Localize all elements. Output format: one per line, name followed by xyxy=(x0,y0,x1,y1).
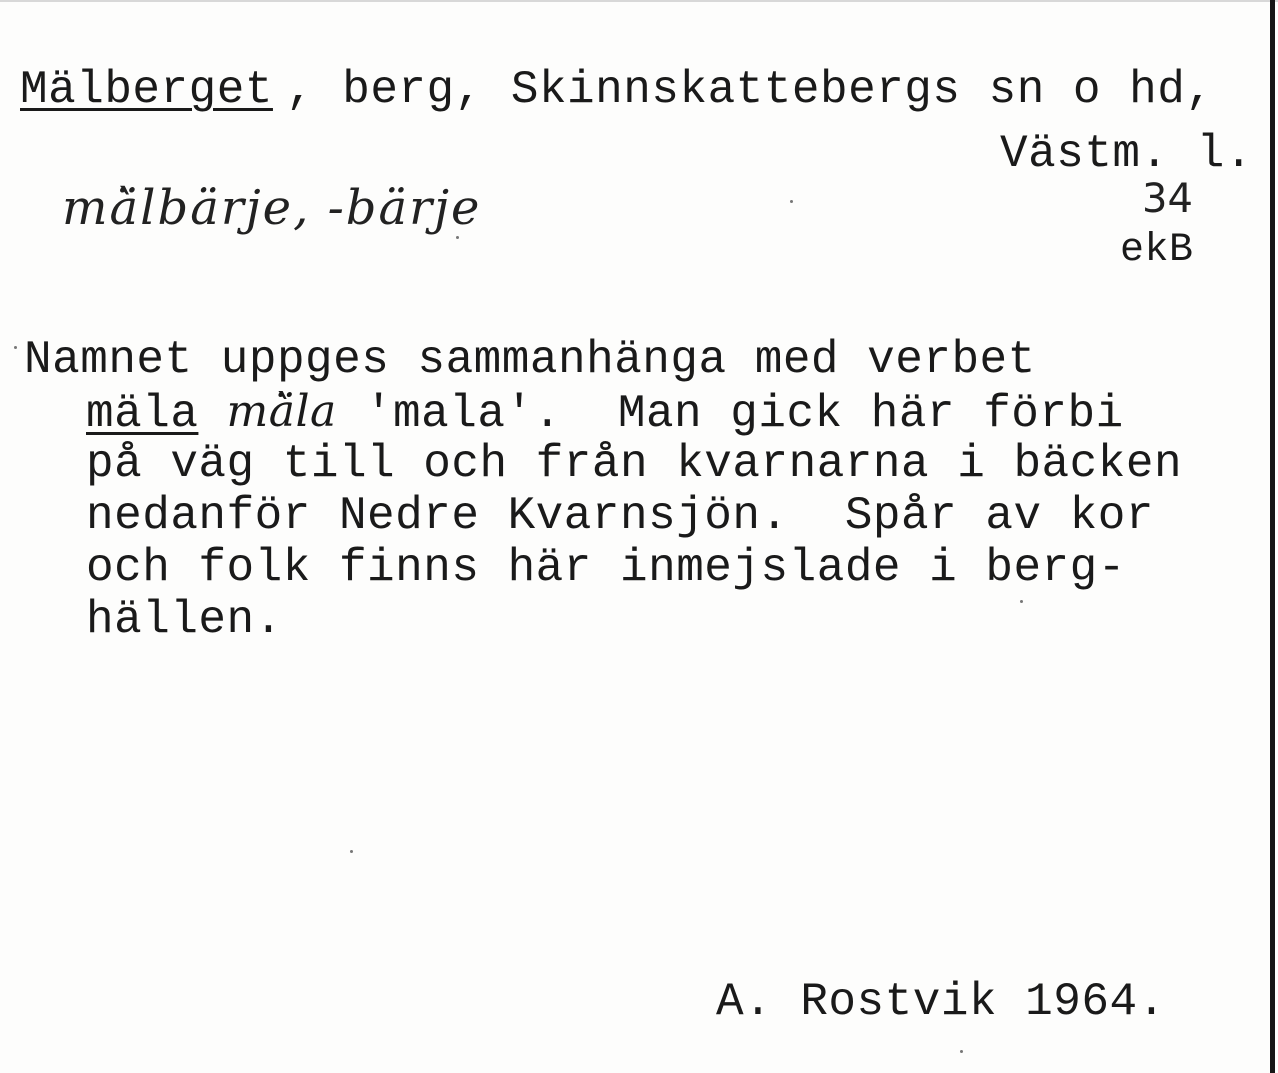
scan-speck xyxy=(350,850,353,853)
region: Västm. l. xyxy=(1000,128,1253,180)
scan-speck xyxy=(1020,600,1023,603)
scan-speck xyxy=(14,346,17,349)
reference-number: 34 xyxy=(1142,176,1193,222)
place-description: , berg, Skinnskattebergs sn o hd, xyxy=(286,64,1214,116)
signature: A. Rostvik 1964. xyxy=(716,976,1166,1028)
verb-word: mäla xyxy=(86,388,199,440)
reference-code: ekB xyxy=(1120,228,1194,273)
place-name: Mälberget xyxy=(20,64,273,116)
body-line-6: hällen. xyxy=(86,594,283,646)
scan-speck xyxy=(960,1050,963,1053)
card-right-edge xyxy=(1270,0,1275,1073)
body-line-5: och folk finns här inmejslade i berg- xyxy=(86,542,1126,594)
body-line-2 xyxy=(86,386,1124,440)
body-line-4: nedanför Nedre Kvarnsjön. Spår av kor xyxy=(86,490,1154,542)
pronunciation-handwritten: mä̀lbärje, -bärje xyxy=(62,180,482,236)
body-line-1: Namnet uppges sammanhänga med verbet xyxy=(24,334,1036,386)
body-line-3: på väg till och från kvarnarna i bäcken xyxy=(86,438,1183,490)
verb-pronunciation-handwritten: mä̀la xyxy=(226,386,337,437)
scan-speck xyxy=(790,200,793,203)
body-line-2-rest: 'mala'. Man gick här förbi xyxy=(336,388,1124,440)
card-top-edge xyxy=(0,0,1278,2)
scan-speck xyxy=(456,236,459,239)
